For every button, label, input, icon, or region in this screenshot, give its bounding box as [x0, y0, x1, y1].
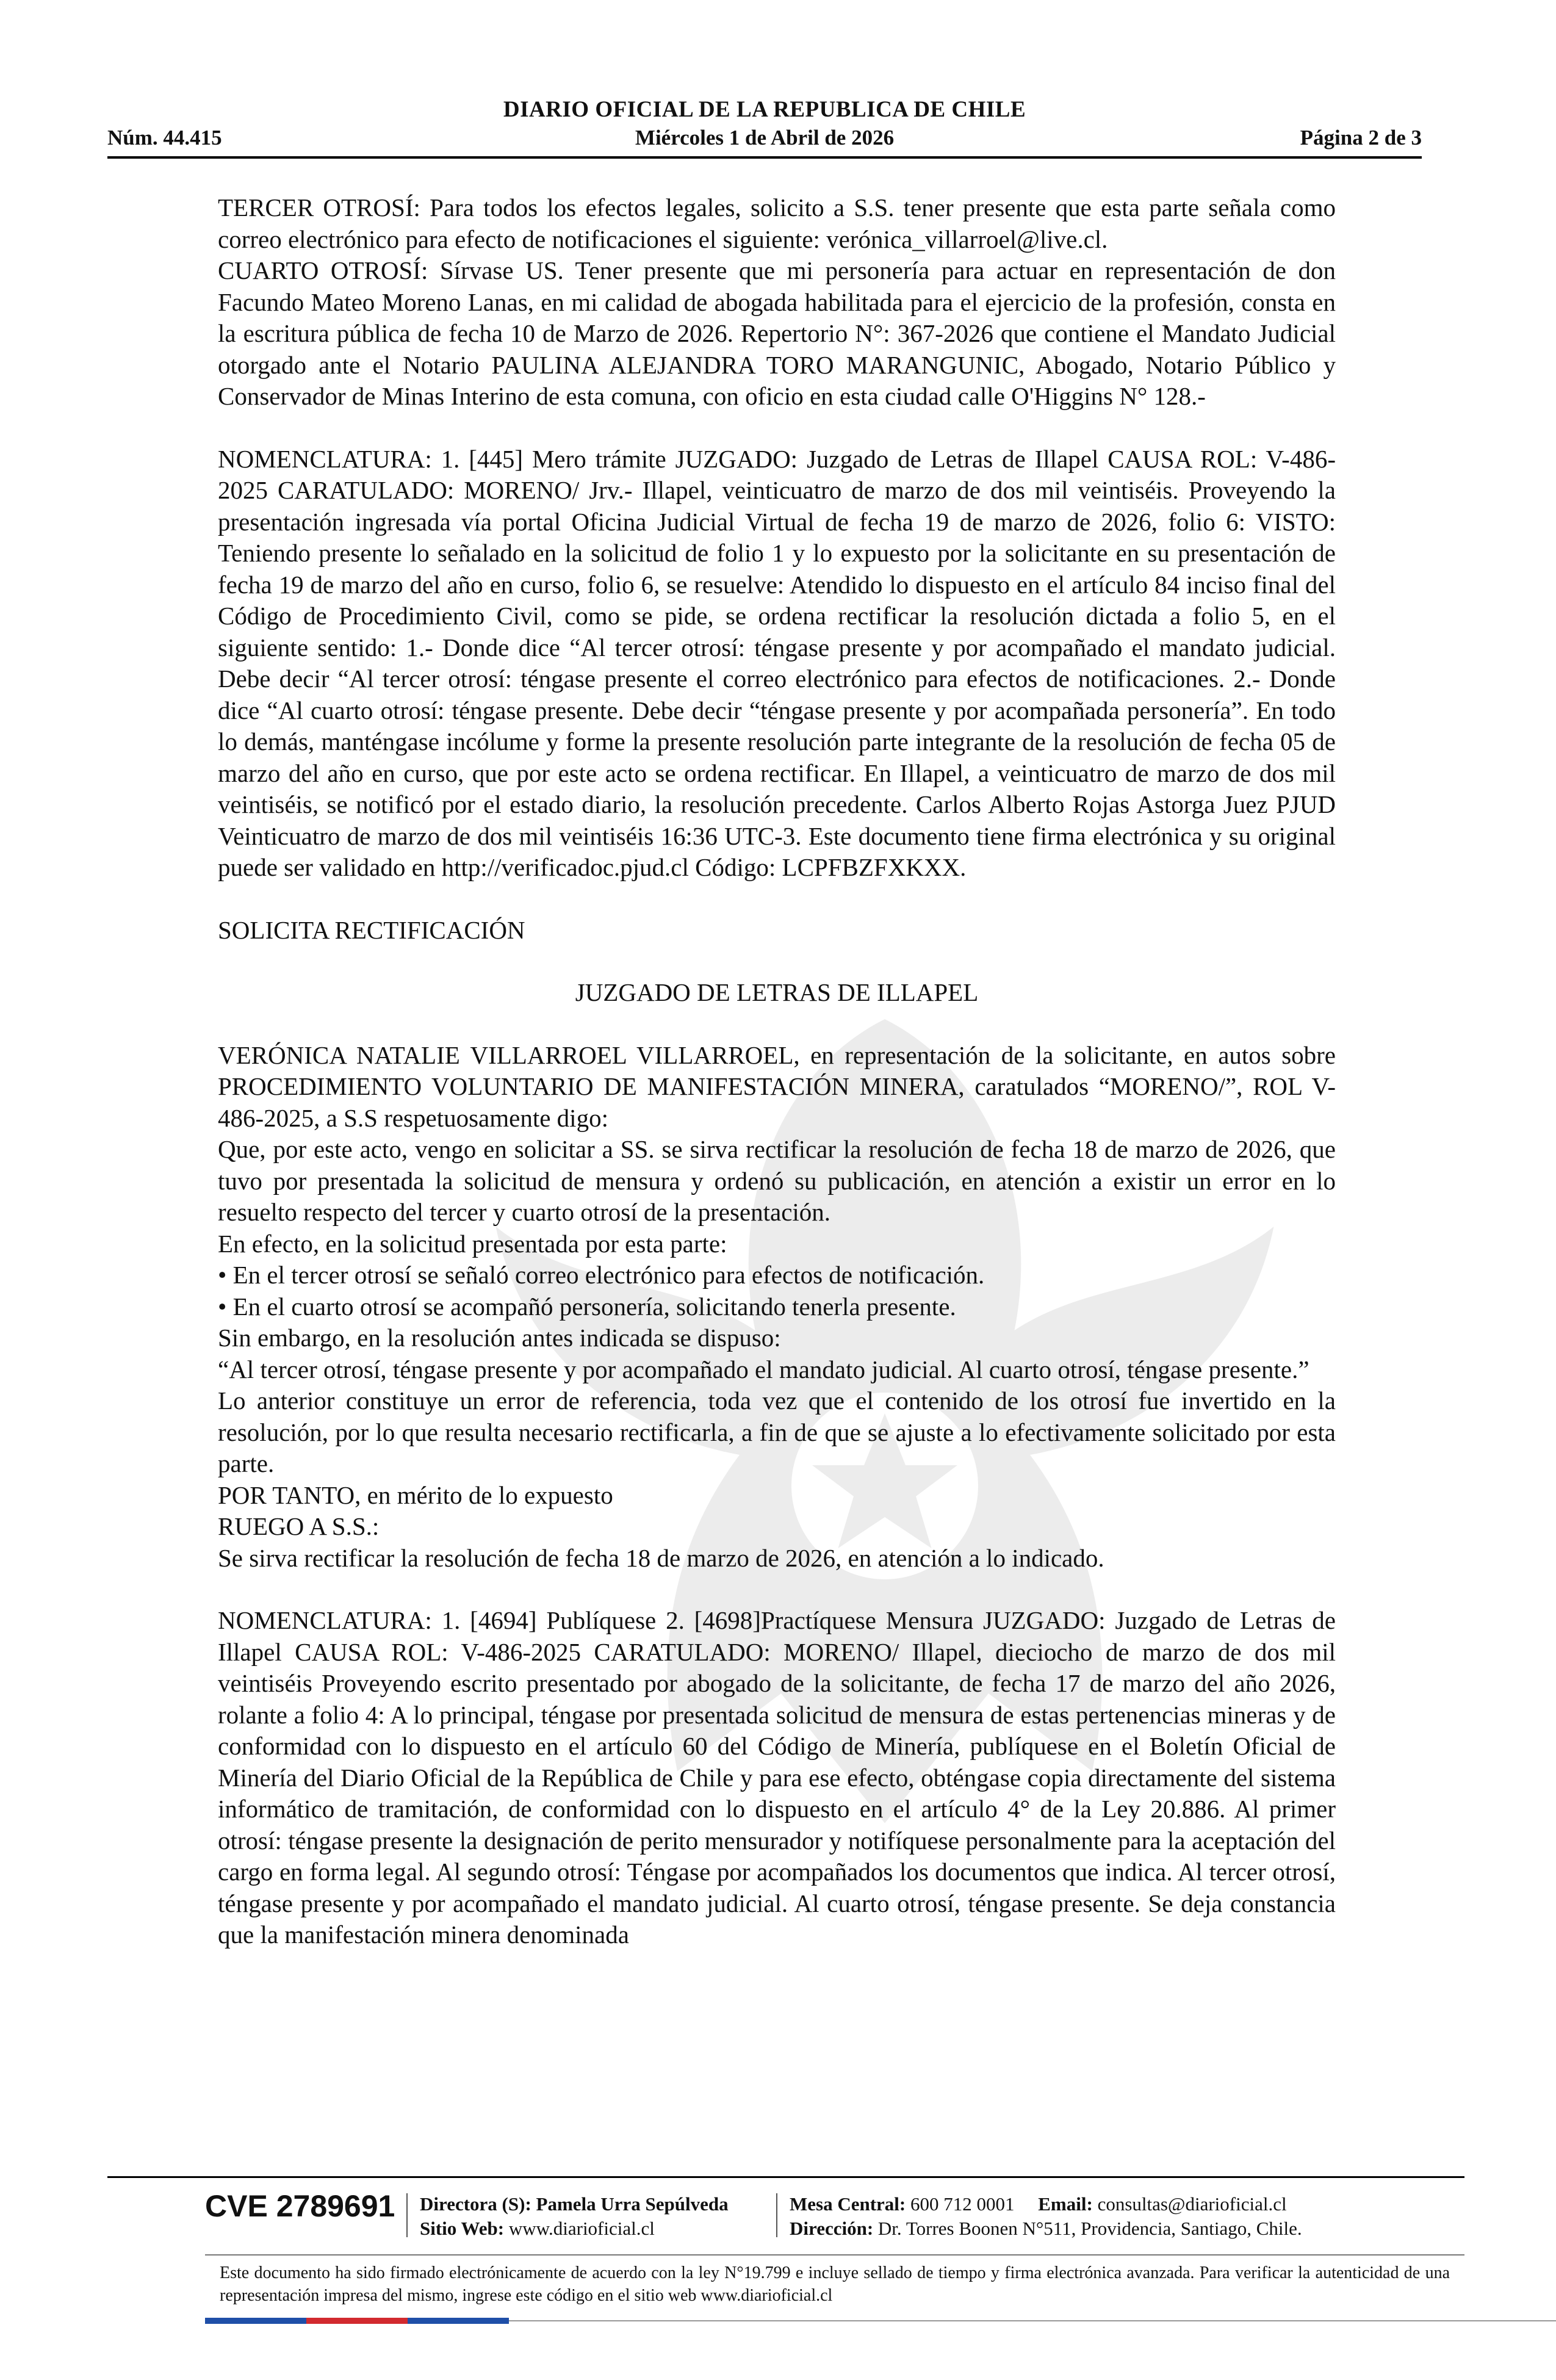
footer-rule-bottom [509, 2320, 1556, 2321]
paragraph-cuarto-otrosi: CUARTO OTROSÍ: Sírvase US. Tener presente que mi personería para actuar en representación de don Facundo Mateo Moreno Lanas, en mi calidad de abogada habilitada para el ejercicio de la profesión, consta en la escritura pública de fecha 10 de Marzo de 2026. Repertorio N°: 367-2026 que contiene el Mandato Judicial otorgado ante el Notario PAULINA ALEJANDRA TORO MARANGUNIC, Abogado, Notario Público y Conservador de Minas Interino de esta comuna, con oficio en esta ciudad calle O'Higgins N° 128.- [218, 256, 1336, 410]
page-header [107, 93, 1422, 160]
spacer [218, 1574, 1336, 1605]
director-label: Directora (S): [420, 2193, 531, 2215]
paragraph-nomenclatura-2: NOMENCLATURA: 1. [4694] Publíquese 2. [4698]Practíquese Mensura JUZGADO: Juzgado de Letras de Illapel CAUSA ROL: V-486-2025 CARATULADO: MORENO/ Illapel, dieciocho de marzo de dos mil veintiséis Proveyendo escrito presentado por abogado de la solicitante, de fecha 17 de marzo del año 2026, rolante a folio 4: A lo principal, téngase por presentada solicitud de mensura de estas pertenencias mineras y de conformidad con lo dispuesto en el artículo 60 del Código de Minería, publíquese en el Boletín Oficial de Minería del Diario Oficial de la República de Chile y para ese efecto, obténgase copia directamente del sistema informático de tramitación, de conformidad con lo dispuesto en el artículo 4° de la Ley 20.886. Al primer otrosí: téngase presente la designación de perito mensurador y notifíquese personalmente para la aceptación del cargo en forma legal. Al segundo otrosí: Téngase por acompañados los documentos que indica. Al tercer otrosí, téngase presente y por acompañado el mandato judicial. Al cuarto otrosí, téngase presente. Se deja constancia que la manifestación minera denominada [218, 1606, 1336, 1949]
paragraph-nomenclatura-1: NOMENCLATURA: 1. [445] Mero trámite JUZGADO: Juzgado de Letras de Illapel CAUSA ROL: V-486-2025 CARATULADO: MORENO/ Jrv.- Illapel, veinticuatro de marzo de dos mil veintiséis. Proveyendo la presentación ingresada vía portal Oficina Judicial Virtual de fecha 19 de marzo de 2026, folio 6: VISTO: Teniendo presente lo señalado en la solicitud de folio 1 y lo expuesto por la solicitante en su presentación de fecha 19 de marzo del año en curso, folio 6, se resuelve: Atendido lo dispuesto en el artículo 84 inciso final del Código de Procedimiento Civil, como se pide, se ordena rectificar la resolución dictada a folio 5, en el siguiente sentido: 1.- Donde dice “Al tercer otrosí: téngase presente y por acompañado el mandato judicial. Debe decir “Al tercer otrosí: téngase presente el correo electrónico para efectos de notificaciones. 2.- Donde dice “Al cuarto otrosí: téngase presente. Debe decir “téngase presente y por acompañada personería”. En todo lo demás, manténgase incólume y forme la presente resolución parte integrante de la resolución de fecha 05 de marzo del año en curso, que por este acto se ordena rectificar. En Illapel, a veinticuatro de marzo de dos mil veintiséis, se notificó por el estado diario, la resolución precedente. Carlos Alberto Rojas Astorga Juez PJUD Veinticuatro de marzo de dos mil veintiséis 16:36 UTC-3. Este documento tiene firma electrónica y su original puede ser validado en http://verificadoc.pjud.cl Código: LCPFBZFXKXX. [218, 444, 1336, 881]
paragraph-presentacion: VERÓNICA NATALIE VILLARROEL VILLARROEL, en representación de la solicitante, en autos sobre PROCEDIMIENTO VOLUNTARIO DE MANIFESTACIÓN MINERA, caratulados “MORENO/”, ROL V-486-2025, a S.S respetuosamente digo: [218, 1040, 1336, 1132]
phone-value: 600 712 0001 [910, 2193, 1015, 2215]
web-link[interactable]: www.diarioficial.cl [508, 2218, 655, 2239]
paragraph-petition: Se sirva rectificar la resolución de fecha 18 de marzo de 2026, en atención a lo indicado. [218, 1543, 1104, 1572]
flag-blue-segment [205, 2318, 306, 2324]
paragraph-en-efecto: En efecto, en la solicitud presentada por esta parte: [218, 1229, 727, 1258]
spacer [218, 413, 1336, 444]
paragraph-por-tanto: POR TANTO, en mérito de lo expuesto [218, 1480, 613, 1509]
paragraph-error-referencia: Lo anterior constituye un error de referencia, toda vez que el contenido de los otrosí fue invertido en la resolución, por lo que resulta necesario rectificarla, a fin de que se ajuste a lo efectivamente solicitado por esta parte. [218, 1387, 1336, 1477]
newspaper-title: DIARIO OFICIAL DE LA REPUBLICA DE CHILE [503, 97, 1026, 122]
bullet-tercer-otrosi: • En el tercer otrosí se señaló correo electrónico para efectos de notificación. [218, 1261, 985, 1289]
footer-contact-right [790, 2192, 1302, 2241]
spacer [218, 884, 1336, 915]
paragraph-solicitud: Que, por este acto, vengo en solicitar a SS. se sirva rectificar la resolución de fecha 18 de marzo de 2026, que tuvo por presentada la solicitud de mensura y ordenó su publicación, en atención a existir un error en lo resuelto respecto del tercer y cuarto otrosí de la presentación. [218, 1135, 1336, 1226]
email-link[interactable]: consultas@diarioficial.cl [1097, 2193, 1287, 2215]
flag-red-segment [306, 2318, 408, 2324]
paragraph-sin-embargo: Sin embargo, en la resolución antes indicada se dispuso: [218, 1324, 781, 1352]
spacer [218, 1009, 1336, 1040]
footer-divider [776, 2193, 777, 2237]
bullet-cuarto-otrosi: • En el cuarto otrosí se acompañó personería, solicitando tenerla presente. [218, 1292, 956, 1321]
director-name: Pamela Urra Sepúlveda [536, 2193, 729, 2215]
web-label: Sitio Web: [420, 2218, 505, 2239]
flag-blue-segment [408, 2318, 509, 2324]
paragraph-ruego: RUEGO A S.S.: [218, 1512, 380, 1540]
issue-date: Miércoles 1 de Abril de 2026 [635, 126, 895, 150]
paragraph-quote: “Al tercer otrosí, téngase presente y por acompañado el mandato judicial. Al cuarto otrosí, téngase presente.” [218, 1355, 1309, 1383]
footer-rule-top [107, 2176, 1464, 2178]
address-label: Dirección: [790, 2218, 874, 2239]
signature-note: Este documento ha sido firmado electrónicamente de acuerdo con la ley N°19.799 e incluye sellado de tiempo y firma electrónica avanzada. Para verificar la autenticidad de una representación impresa del mismo, ingrese este código en el sitio web www.diarioficial.cl [220, 2263, 1450, 2305]
email-label: Email: [1038, 2193, 1093, 2215]
heading-solicita-rectificacion: SOLICITA RECTIFICACIÓN [218, 915, 525, 944]
address-value: Dr. Torres Boonen N°511, Providencia, Santiago, Chile. [877, 2218, 1302, 2239]
footer-divider [406, 2193, 408, 2237]
header-rule [107, 156, 1422, 159]
footer-rule-mid [205, 2254, 1464, 2256]
heading-juzgado: JUZGADO DE LETRAS DE ILLAPEL [575, 978, 979, 1006]
issue-number: Núm. 44.415 [107, 126, 222, 150]
document-body [218, 192, 1336, 1951]
footer-contact-left [420, 2192, 729, 2241]
chile-flag-stripe-icon [205, 2318, 509, 2324]
cve-code: CVE 2789691 [205, 2189, 395, 2223]
page-number: Página 2 de 3 [1300, 126, 1422, 150]
paragraph-tercer-otrosi: TERCER OTROSÍ: Para todos los efectos legales, solicito a S.S. tener presente que esta parte señala como correo electrónico para efecto de notificaciones el siguiente: verónica_villarroel@live.cl. [218, 193, 1336, 253]
spacer [218, 946, 1336, 977]
phone-label: Mesa Central: [790, 2193, 906, 2215]
